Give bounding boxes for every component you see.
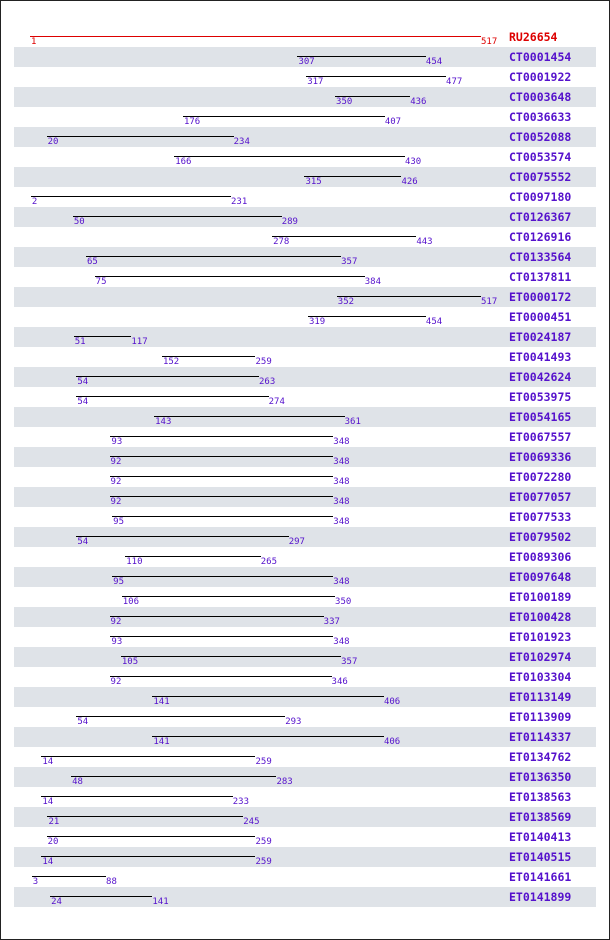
alignment-bar bbox=[152, 696, 384, 697]
end-position-label: 348 bbox=[333, 497, 350, 507]
end-position-label: 517 bbox=[481, 297, 498, 307]
sequence-id-link[interactable]: CT0133564 bbox=[509, 250, 572, 264]
alignment-row bbox=[0, 187, 610, 207]
start-position-label: 93 bbox=[111, 637, 123, 647]
alignment-row bbox=[0, 547, 610, 567]
alignment-bar bbox=[76, 536, 288, 537]
alignment-bar bbox=[86, 256, 341, 257]
sequence-id-link[interactable]: CT0126916 bbox=[509, 230, 572, 244]
sequence-id-link[interactable]: ET0041493 bbox=[509, 350, 572, 364]
alignment-row bbox=[0, 867, 610, 887]
sequence-id-link[interactable]: ET0138569 bbox=[509, 810, 572, 824]
alignment-row bbox=[0, 627, 610, 647]
end-position-label: 436 bbox=[410, 97, 427, 107]
alignment-row bbox=[0, 427, 610, 447]
alignment-row bbox=[0, 107, 610, 127]
start-position-label: 92 bbox=[110, 677, 122, 687]
start-position-label: 307 bbox=[298, 57, 315, 67]
start-position-label: 110 bbox=[126, 557, 143, 567]
start-position-label: 319 bbox=[308, 317, 326, 327]
end-position-label: 88 bbox=[106, 877, 117, 887]
sequence-id-link[interactable]: ET0097648 bbox=[509, 570, 572, 584]
alignment-bar bbox=[41, 756, 255, 757]
alignment-row bbox=[0, 567, 610, 587]
alignment-bar bbox=[110, 676, 332, 677]
alignment-row bbox=[0, 487, 610, 507]
alignment-bar bbox=[110, 436, 333, 437]
sequence-id-link[interactable]: ET0141661 bbox=[509, 870, 572, 884]
alignment-row bbox=[0, 587, 610, 607]
start-position-label: 141 bbox=[153, 697, 170, 707]
end-position-label: 234 bbox=[233, 137, 250, 147]
end-position-label: 231 bbox=[231, 197, 248, 207]
end-position-label: 350 bbox=[335, 597, 352, 607]
end-position-label: 406 bbox=[383, 737, 401, 747]
end-position-label: 274 bbox=[268, 397, 285, 407]
start-position-label: 48 bbox=[72, 777, 83, 787]
end-position-label: 293 bbox=[285, 717, 302, 727]
alignment-bar bbox=[110, 616, 324, 617]
alignment-row bbox=[0, 887, 610, 907]
start-position-label: 92 bbox=[110, 617, 122, 627]
sequence-id-link[interactable]: ET0077533 bbox=[509, 510, 572, 524]
alignment-row bbox=[0, 207, 610, 227]
end-position-label: 348 bbox=[333, 577, 350, 587]
alignment-row bbox=[0, 747, 610, 767]
sequence-id-link[interactable]: ET0140413 bbox=[509, 830, 572, 844]
end-position-label: 407 bbox=[384, 117, 402, 127]
alignment-bar bbox=[31, 196, 231, 197]
alignment-row bbox=[0, 767, 610, 787]
alignment-bar bbox=[125, 556, 260, 557]
alignment-row bbox=[0, 287, 610, 307]
start-position-label: 20 bbox=[47, 137, 59, 147]
start-position-label: 92 bbox=[110, 457, 122, 467]
end-position-label: 117 bbox=[131, 337, 148, 347]
start-position-label: 93 bbox=[111, 437, 123, 447]
sequence-id-link[interactable]: ET0100189 bbox=[509, 590, 572, 604]
sequence-id-link[interactable]: ET0000172 bbox=[509, 290, 572, 304]
sequence-id-link[interactable]: ET0000451 bbox=[509, 310, 572, 324]
end-position-label: 517 bbox=[481, 37, 498, 47]
alignment-bar bbox=[174, 156, 405, 157]
alignment-row bbox=[0, 447, 610, 467]
sequence-id-link[interactable]: ET0136350 bbox=[509, 770, 572, 784]
alignment-bar bbox=[76, 396, 268, 397]
end-position-label: 348 bbox=[333, 437, 350, 447]
alignment-row bbox=[0, 467, 610, 487]
alignment-bar bbox=[50, 896, 152, 897]
end-position-label: 454 bbox=[425, 57, 443, 67]
start-position-label: 143 bbox=[155, 417, 172, 427]
start-position-label: 106 bbox=[122, 597, 140, 607]
alignment-bar bbox=[76, 716, 285, 717]
reference-row bbox=[0, 27, 610, 47]
end-position-label: 348 bbox=[333, 457, 350, 467]
end-position-label: 406 bbox=[383, 697, 401, 707]
alignment-row bbox=[0, 507, 610, 527]
alignment-row bbox=[0, 247, 610, 267]
alignment-bar bbox=[41, 856, 255, 857]
alignment-row bbox=[0, 707, 610, 727]
start-position-label: 50 bbox=[73, 217, 85, 227]
alignment-row bbox=[0, 227, 610, 247]
start-position-label: 166 bbox=[175, 157, 192, 167]
alignment-row bbox=[0, 87, 610, 107]
alignment-row bbox=[0, 307, 610, 327]
sequence-id-link[interactable]: ET0089306 bbox=[509, 550, 572, 564]
alignment-bar bbox=[183, 116, 385, 117]
sequence-id-link[interactable]: CT0001454 bbox=[509, 50, 572, 64]
start-position-label: 54 bbox=[77, 397, 89, 407]
end-position-label: 443 bbox=[416, 237, 433, 247]
end-position-label: 245 bbox=[243, 817, 260, 827]
end-position-label: 297 bbox=[288, 537, 305, 547]
sequence-id-link[interactable]: CT0036633 bbox=[509, 110, 572, 124]
start-position-label: 54 bbox=[77, 537, 89, 547]
sequence-id-link[interactable]: CT0137811 bbox=[509, 270, 572, 284]
alignment-bar bbox=[47, 816, 243, 817]
sequence-id-link[interactable]: ET0072280 bbox=[509, 470, 572, 484]
alignment-row bbox=[0, 327, 610, 347]
start-position-label: 14 bbox=[42, 797, 54, 807]
alignment-row bbox=[0, 527, 610, 547]
alignment-bar bbox=[272, 236, 416, 237]
start-position-label: 54 bbox=[77, 377, 89, 387]
sequence-id-link[interactable]: CT0053574 bbox=[509, 150, 572, 164]
start-position-label: 14 bbox=[42, 757, 54, 767]
alignment-row bbox=[0, 787, 610, 807]
start-position-label: 75 bbox=[95, 277, 107, 287]
start-position-label: 352 bbox=[337, 297, 355, 307]
sequence-id-link[interactable]: ET0054165 bbox=[509, 410, 572, 424]
alignment-row bbox=[0, 647, 610, 667]
alignment-bar bbox=[76, 376, 259, 377]
end-position-label: 348 bbox=[333, 637, 350, 647]
sequence-id-link[interactable]: ET0077057 bbox=[509, 490, 572, 504]
sequence-id-link[interactable]: ET0141899 bbox=[509, 890, 572, 904]
alignment-row bbox=[0, 847, 610, 867]
start-position-label: 54 bbox=[77, 717, 89, 727]
end-position-label: 259 bbox=[255, 857, 272, 867]
end-position-label: 141 bbox=[152, 897, 169, 907]
sequence-id-link[interactable]: ET0138563 bbox=[509, 790, 572, 804]
sequence-id-link[interactable]: ET0079502 bbox=[509, 530, 572, 544]
alignment-bar bbox=[110, 496, 334, 497]
alignment-row bbox=[0, 667, 610, 687]
sequence-id-link[interactable]: ET0140515 bbox=[509, 850, 572, 864]
alignment-bar bbox=[122, 596, 335, 597]
sequence-id-link[interactable]: ET0042624 bbox=[509, 370, 572, 384]
alignment-bar bbox=[152, 736, 384, 737]
end-position-label: 337 bbox=[323, 617, 340, 627]
alignment-bar bbox=[337, 296, 481, 297]
end-position-label: 430 bbox=[404, 157, 422, 167]
alignment-row bbox=[0, 267, 610, 287]
start-position-label: 315 bbox=[305, 177, 322, 187]
end-position-label: 348 bbox=[333, 517, 350, 527]
start-position-label: 317 bbox=[307, 77, 324, 87]
sequence-id-link[interactable]: CT0001922 bbox=[509, 70, 572, 84]
end-position-label: 426 bbox=[401, 177, 418, 187]
alignment-bar bbox=[112, 576, 333, 577]
alignment-row bbox=[0, 687, 610, 707]
alignment-bar bbox=[73, 216, 282, 217]
start-position-label: 350 bbox=[336, 97, 353, 107]
alignment-row bbox=[0, 167, 610, 187]
alignment-bar bbox=[306, 76, 446, 77]
end-position-label: 233 bbox=[232, 797, 250, 807]
alignment-bar bbox=[112, 516, 333, 517]
end-position-label: 348 bbox=[333, 477, 350, 487]
sequence-id-link[interactable]: CT0052088 bbox=[509, 130, 572, 144]
sequence-id-link[interactable]: ET0100428 bbox=[509, 610, 572, 624]
start-position-label: 14 bbox=[42, 857, 54, 867]
start-position-label: 3 bbox=[32, 877, 39, 887]
start-position-label: 21 bbox=[48, 817, 60, 827]
alignment-row bbox=[0, 67, 610, 87]
start-position-label: 152 bbox=[162, 357, 180, 367]
alignment-bar bbox=[297, 56, 425, 57]
start-position-label: 20 bbox=[47, 837, 59, 847]
sequence-id-link[interactable]: CT0075552 bbox=[509, 170, 572, 184]
end-position-label: 346 bbox=[331, 677, 348, 687]
start-position-label: 278 bbox=[273, 237, 290, 247]
alignment-row bbox=[0, 147, 610, 167]
alignment-bar bbox=[47, 136, 234, 137]
start-position-label: 2 bbox=[31, 197, 38, 207]
alignment-bar bbox=[308, 316, 426, 317]
end-position-label: 259 bbox=[255, 837, 272, 847]
alignment-row bbox=[0, 607, 610, 627]
sequence-id-link[interactable]: ET0114337 bbox=[509, 730, 572, 744]
start-position-label: 65 bbox=[86, 257, 98, 267]
sequence-id-link[interactable]: ET0113149 bbox=[509, 690, 572, 704]
sequence-id-link[interactable]: ET0067557 bbox=[509, 430, 572, 444]
sequence-id-link[interactable]: ET0102974 bbox=[509, 650, 572, 664]
end-position-label: 265 bbox=[260, 557, 277, 567]
start-position-label: 95 bbox=[113, 577, 124, 587]
sequence-id-link[interactable]: ET0134762 bbox=[509, 750, 572, 764]
sequence-id-link[interactable]: ET0113909 bbox=[509, 710, 572, 724]
reference-bar bbox=[30, 36, 481, 37]
alignment-bar bbox=[32, 876, 106, 877]
end-position-label: 454 bbox=[425, 317, 443, 327]
start-position-label: 176 bbox=[183, 117, 201, 127]
alignment-row bbox=[0, 827, 610, 847]
alignment-bar bbox=[110, 636, 333, 637]
alignment-row bbox=[0, 407, 610, 427]
alignment-row bbox=[0, 387, 610, 407]
alignment-bar bbox=[71, 776, 276, 777]
start-position-label: 1 bbox=[31, 37, 37, 47]
alignment-row bbox=[0, 367, 610, 387]
alignment-row bbox=[0, 347, 610, 367]
start-position-label: 51 bbox=[74, 337, 86, 347]
alignment-bar bbox=[110, 456, 334, 457]
end-position-label: 384 bbox=[364, 277, 382, 287]
end-position-label: 357 bbox=[341, 657, 358, 667]
sequence-id-link[interactable]: ET0053975 bbox=[509, 390, 572, 404]
start-position-label: 24 bbox=[51, 897, 62, 907]
start-position-label: 141 bbox=[153, 737, 170, 747]
sequence-id-link[interactable]: ET0069336 bbox=[509, 450, 572, 464]
end-position-label: 361 bbox=[344, 417, 361, 427]
start-position-label: 92 bbox=[110, 497, 122, 507]
start-position-label: 105 bbox=[121, 657, 139, 667]
alignment-row bbox=[0, 47, 610, 67]
end-position-label: 263 bbox=[258, 377, 276, 387]
end-position-label: 283 bbox=[276, 777, 293, 787]
end-position-label: 357 bbox=[341, 257, 358, 267]
alignment-bar bbox=[110, 476, 334, 477]
sequence-id-link[interactable]: CT0097180 bbox=[509, 190, 572, 204]
end-position-label: 259 bbox=[255, 757, 272, 767]
sequence-id-link[interactable]: ET0101923 bbox=[509, 630, 572, 644]
start-position-label: 95 bbox=[113, 517, 124, 527]
reference-id: RU26654 bbox=[509, 30, 558, 44]
alignment-row bbox=[0, 727, 610, 747]
end-position-label: 289 bbox=[281, 217, 298, 227]
alignment-row bbox=[0, 807, 610, 827]
sequence-id-link[interactable]: CT0003648 bbox=[509, 90, 572, 104]
alignment-bar bbox=[47, 836, 256, 837]
alignment-bar bbox=[121, 656, 341, 657]
start-position-label: 92 bbox=[110, 477, 122, 487]
sequence-id-link[interactable]: ET0103304 bbox=[509, 670, 572, 684]
alignment-bar bbox=[154, 416, 345, 417]
alignment-row bbox=[0, 127, 610, 147]
alignment-bar bbox=[41, 796, 232, 797]
end-position-label: 477 bbox=[446, 77, 463, 87]
sequence-id-link[interactable]: CT0126367 bbox=[509, 210, 572, 224]
sequence-id-link[interactable]: ET0024187 bbox=[509, 330, 572, 344]
end-position-label: 259 bbox=[255, 357, 272, 367]
alignment-bar bbox=[95, 276, 365, 277]
